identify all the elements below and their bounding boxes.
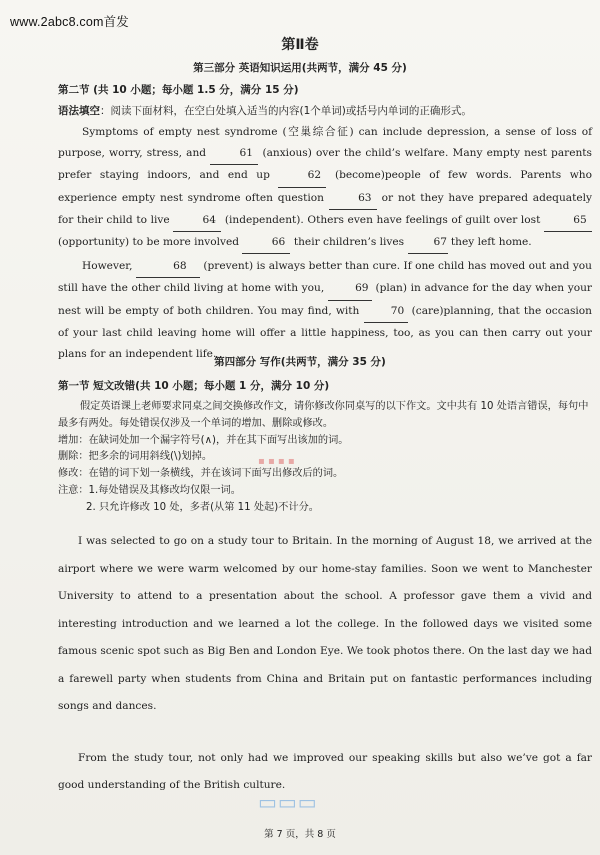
passage-text: (opportunity) to be more involved: [58, 236, 240, 249]
correction-essay: [58, 528, 592, 800]
passage-text: they left home.: [450, 236, 532, 249]
blank-70[interactable]: 70: [364, 301, 408, 323]
blank-61[interactable]: 61: [210, 143, 258, 165]
instruction-text: ：阅读下面材料，在空白处填入适当的内容(1个单词)或括号内单词的正确形式。: [100, 105, 472, 117]
instruction-label: 语法填空: [58, 105, 100, 117]
blank-67[interactable]: 67: [408, 232, 448, 254]
blank-64[interactable]: 64: [173, 210, 221, 232]
part4-heading: 第四部分 写作(共两节，满分 35 分): [214, 356, 386, 368]
rule-intro: 假定英语课上老师要求同桌之间交换修改作文，请你修改你同桌写的以下作文。文中共有 10 处语言错误，每句中最多有两处。每处错误仅涉及一个单词的增加、删除或修改。: [58, 401, 589, 429]
part4-section-heading: 第一节 短文改错(共 10 小题；每小题 1 分，满分 10 分): [58, 380, 330, 392]
essay-paragraph-2: From the study tour, not only had we improved our speaking skills but also we’ve got a far good understanding of the British culture.: [58, 751, 592, 791]
site-logo-watermark: ▭▭▭: [258, 790, 318, 814]
part3-heading: 第三部分 英语知识运用(共两节，满分 45 分): [193, 62, 407, 74]
passage-text: or not they have prepared adequately for their child to live: [58, 191, 592, 226]
passage-text: However,: [82, 260, 133, 273]
faint-watermark-stamp: ▪ ▪ ▪ ▪: [258, 456, 295, 467]
blank-65[interactable]: 65: [544, 210, 592, 232]
grammar-passage: [58, 122, 592, 365]
essay-paragraph-1: I was selected to go on a study tour to Britain. In the morning of August 18, we arrived at the airport where we were warm welcomed by our home-stay families. Soon we went to Manchester University to attend to a presentation about the school. A professor gave them a vivid and interesting introduction and we learned a lot the college. In the followed days we visited some famous scenic spot such as Big Ben and London Eye. We took photos there. On the last day we had a farewell party when students from China and Britain put on fantastic performances including songs and dances.: [58, 535, 592, 712]
site-watermark: www.2abc8.com首发: [10, 15, 130, 29]
part3-instruction: [58, 103, 472, 118]
grammar-paragraph-1: [58, 122, 592, 254]
passage-text: (independent). Others even have feelings of guilt over lost: [224, 213, 541, 226]
blank-63[interactable]: 63: [329, 188, 377, 210]
page-title: 第Ⅱ卷: [281, 37, 319, 53]
rule-add: 增加：在缺词处加一个漏字符号(∧)，并在其下面写出该加的词。: [58, 434, 349, 446]
blank-66[interactable]: 66: [242, 232, 290, 254]
blank-68[interactable]: 68: [136, 256, 200, 278]
part3-section-heading: 第二节 (共 10 小题；每小题 1.5 分，满分 15 分): [58, 84, 299, 96]
passage-text: (care)planning, that the occasion of your last child leaving home will offer a little happiness, too, as you can then carry out your plans for an independent life.: [58, 304, 592, 361]
error-correction-rules: [58, 399, 592, 517]
blank-69[interactable]: 69: [328, 278, 372, 300]
page-number: 第 7 页，共 8 页: [264, 829, 336, 840]
passage-text: (anxious) over the child’s welfare. Many empty nest parents prefer staying indoors, and end up: [58, 147, 592, 182]
rule-modify: 修改：在错的词下划一条横线，并在该词下面写出修改后的词。: [58, 468, 344, 480]
rule-delete: 删除：把多余的词用斜线(\)划掉。: [58, 451, 213, 463]
rule-note-2: 2. 只允许修改 10 处，多者(从第 11 处起)不计分。: [86, 501, 319, 513]
grammar-paragraph-2: [58, 256, 592, 365]
passage-text: their children’s lives: [293, 236, 405, 249]
rule-note-1: 注意：1.每处错误及其修改均仅限一词。: [58, 484, 241, 496]
passage-text: (become)people of few words. Parents who experience empty nest syndrome often question: [58, 169, 593, 204]
blank-62[interactable]: 62: [278, 165, 326, 187]
passage-text: (plan) in advance for the day when your nest will be empty of both children. You may find, with: [58, 282, 592, 317]
passage-text: (prevent) is always better than cure. If one child has moved out and you still have the other child living at home with you,: [58, 260, 593, 295]
passage-text: Symptoms of empty nest syndrome (空巢综合征) can include depression, a sense of loss of purpose, worry, stress, and: [58, 126, 592, 160]
